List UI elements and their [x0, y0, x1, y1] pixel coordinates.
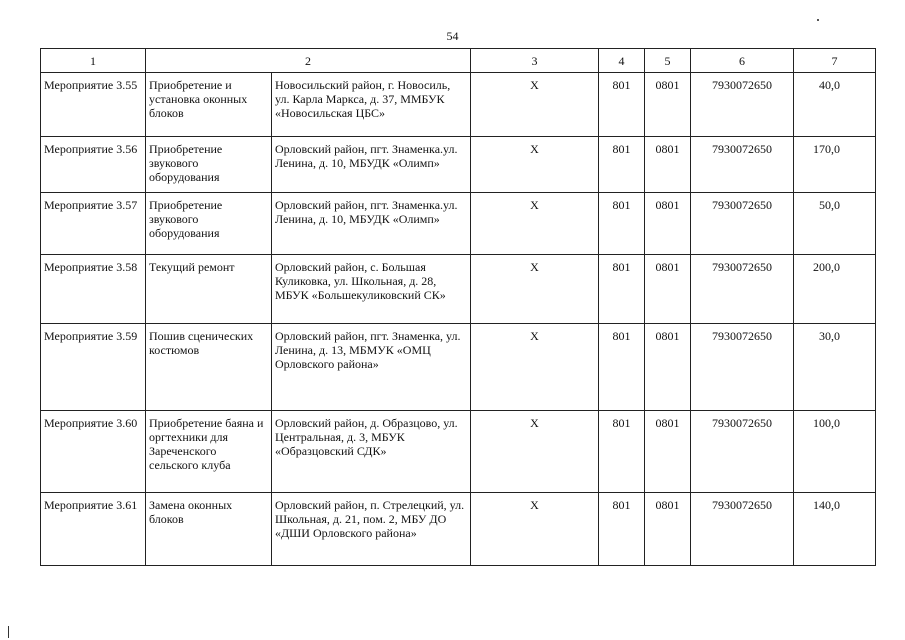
address-cell: Орловский район, п. Стрелецкий, ул. Школьная, д. 21, пом. 2, МБУ ДО «ДШИ Орловского района» [272, 493, 471, 566]
table-row [41, 411, 876, 493]
table-row [41, 137, 876, 193]
section-cell: 0801 [645, 193, 691, 255]
target-code-cell: 7930072650 [691, 137, 794, 193]
target-code-cell: 7930072650 [691, 193, 794, 255]
event-cell: Мероприятие 3.59 [41, 324, 146, 411]
section-cell: 0801 [645, 493, 691, 566]
amount-cell: 170,0 [794, 137, 876, 193]
amount-cell: 200,0 [794, 255, 876, 324]
description-cell: Приобретение и установка оконных блоков [146, 73, 272, 137]
target-code-cell: 7930072650 [691, 493, 794, 566]
description-cell: Приобретение звукового оборудования [146, 193, 272, 255]
table-row [41, 255, 876, 324]
table-row [41, 193, 876, 255]
target-code-cell: 7930072650 [691, 411, 794, 493]
code-cell: 801 [599, 193, 645, 255]
address-cell: Орловский район, с. Большая Куликовка, ул. Школьная, д. 28, МБУК «Большекуликовский СК» [272, 255, 471, 324]
event-cell: Мероприятие 3.55 [41, 73, 146, 137]
amount-cell: 40,0 [794, 73, 876, 137]
header-cell-2: 2 [146, 49, 471, 73]
event-cell: Мероприятие 3.61 [41, 493, 146, 566]
address-cell: Новосильский район, г. Новосиль, ул. Карла Маркса, д. 37, ММБУК «Новосильская ЦБС» [272, 73, 471, 137]
scan-mark [8, 626, 9, 638]
event-cell: Мероприятие 3.57 [41, 193, 146, 255]
code-cell: 801 [599, 137, 645, 193]
code-cell: 801 [599, 324, 645, 411]
section-cell: 0801 [645, 73, 691, 137]
address-cell: Орловский район, пгт. Знаменка, ул. Ленина, д. 13, МБМУК «ОМЦ Орловского района» [272, 324, 471, 411]
code-cell: 801 [599, 411, 645, 493]
code-cell: 801 [599, 255, 645, 324]
mark-cell: Х [471, 73, 599, 137]
mark-cell: Х [471, 493, 599, 566]
address-cell: Орловский район, пгт. Знаменка.ул. Ленина, д. 10, МБУДК «Олимп» [272, 193, 471, 255]
header-cell-3: 3 [471, 49, 599, 73]
mark-cell: Х [471, 411, 599, 493]
page-number: 54 [446, 29, 459, 43]
target-code-cell: 7930072650 [691, 324, 794, 411]
section-cell: 0801 [645, 324, 691, 411]
description-cell: Приобретение баяна и оргтехники для Зареченского сельского клуба [146, 411, 272, 493]
target-code-cell: 7930072650 [691, 73, 794, 137]
mark-cell: Х [471, 324, 599, 411]
header-cell-1: 1 [41, 49, 146, 73]
event-cell: Мероприятие 3.60 [41, 411, 146, 493]
budget-table [40, 48, 876, 566]
description-cell: Приобретение звукового оборудования [146, 137, 272, 193]
target-code-cell: 7930072650 [691, 255, 794, 324]
mark-cell: Х [471, 137, 599, 193]
amount-cell: 100,0 [794, 411, 876, 493]
header-cell-5: 5 [645, 49, 691, 73]
scan-speck [817, 19, 819, 21]
event-cell: Мероприятие 3.58 [41, 255, 146, 324]
code-cell: 801 [599, 73, 645, 137]
amount-cell: 50,0 [794, 193, 876, 255]
amount-cell: 140,0 [794, 493, 876, 566]
amount-cell: 30,0 [794, 324, 876, 411]
header-cell-4: 4 [599, 49, 645, 73]
table-row [41, 73, 876, 137]
description-cell: Текущий ремонт [146, 255, 272, 324]
section-cell: 0801 [645, 255, 691, 324]
header-cell-7: 7 [794, 49, 876, 73]
description-cell: Пошив сценических костюмов [146, 324, 272, 411]
section-cell: 0801 [645, 411, 691, 493]
mark-cell: Х [471, 255, 599, 324]
table-row [41, 324, 876, 411]
header-cell-6: 6 [691, 49, 794, 73]
event-cell: Мероприятие 3.56 [41, 137, 146, 193]
code-cell: 801 [599, 493, 645, 566]
mark-cell: Х [471, 193, 599, 255]
table-row [41, 493, 876, 566]
address-cell: Орловский район, пгт. Знаменка.ул. Ленина, д. 10, МБУДК «Олимп» [272, 137, 471, 193]
section-cell: 0801 [645, 137, 691, 193]
header-row [41, 49, 876, 73]
address-cell: Орловский район, д. Образцово, ул. Центральная, д. 3, МБУК «Образцовский СДК» [272, 411, 471, 493]
description-cell: Замена оконных блоков [146, 493, 272, 566]
